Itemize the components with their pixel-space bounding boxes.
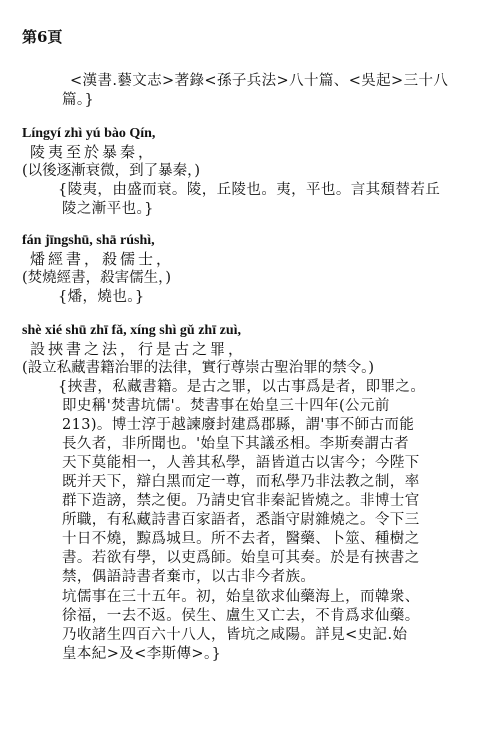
note-line: 長久者，非所聞也。'始皇下其議丞相。李斯奏謂古者 — [62, 436, 410, 452]
note-line: 禁，偶語詩書者棄市，以古非今者族。 — [62, 569, 316, 585]
note-line: 所職，有私藏詩書百家語者，悉詣守尉雜燒之。令下三 — [62, 512, 420, 528]
translation-line: (焚燒經書，殺害儒生，) — [22, 270, 172, 286]
hanzi-line: 陵夷至於暴秦， — [30, 143, 157, 161]
intro-note-line: 篇。} — [62, 92, 95, 108]
note-line: 書。若欲有學，以吏爲師。始皇可其奏。於是有挾書之 — [62, 550, 420, 566]
note-line: 群下造謗，禁之便。乃請史官非秦記皆燒之。非博士官 — [62, 493, 420, 509]
hanzi-line: 燔經書，殺儒士， — [30, 250, 175, 268]
intro-note-line: <漢書.藝文志>著錄<孫子兵法>八十篇、<吳起>三十八 — [70, 73, 449, 89]
note-line: 徐福，一去不返。侯生、盧生又亡去，不肯爲求仙藥。 — [62, 608, 420, 624]
note-line: 陵之漸平也。} — [62, 201, 154, 217]
translation-line: (以後逐漸衰微，到了暴秦，) — [22, 163, 201, 179]
note-line: {挾書，私藏書籍。是古之罪，以古事爲是者，即罪之。 — [58, 379, 426, 395]
translation-line: (設立私藏書籍治罪的法律，實行尊崇古聖治罪的禁令。) — [22, 360, 375, 376]
note-line: 213)。博士淳于越諫廢封建爲郡縣，謂'事不師古而能 — [62, 417, 415, 433]
note-line: 十日不燒，黥爲城旦。所不去者，醫藥、卜筮、種樹之 — [62, 531, 420, 547]
note-line: 坑儒事在三十五年。初，始皇欲求仙藥海上，而韓衆、 — [62, 589, 420, 605]
note-line: 天下莫能相一，人善其私學，語皆道古以害今；今陛下 — [62, 455, 420, 471]
note-line: {燔，燒也。} — [58, 289, 145, 305]
pinyin-line: fán jīngshū, shā rúshì, — [22, 233, 155, 248]
note-line: 乃收諸生四百六十八人，皆坑之咸陽。詳見<史記.始 — [62, 627, 408, 643]
note-line: 皇本紀>及<李斯傳>。} — [62, 646, 222, 662]
pinyin-line: shè xié shū zhī fǎ, xíng shì gǔ zhī zuì, — [22, 323, 241, 338]
hanzi-line: 設挾書之法，行是古之罪， — [30, 340, 247, 358]
note-line: {陵夷，由盛而衰。陵，丘陵也。夷，平也。言其頹替若丘 — [58, 182, 441, 198]
page-number: 第6頁 — [22, 28, 63, 46]
note-line: 既并天下，辯白黑而定一尊，而私學乃非法教之制，率 — [62, 474, 420, 490]
note-line: 即史稱'焚書坑儒'。焚書事在始皇三十四年(公元前 — [62, 398, 390, 414]
pinyin-line: Língyí zhì yú bào Qín, — [22, 126, 156, 141]
